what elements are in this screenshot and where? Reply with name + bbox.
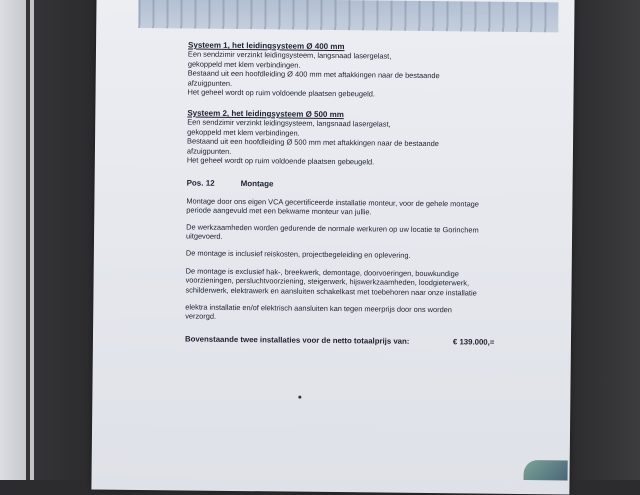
paragraph-line: elektra installatie en/of elektrisch aansluiten kan tegen meerprijs door ons worden [185, 302, 452, 315]
systeem2-line: afzuigpunten. [186, 146, 232, 156]
position-number: Pos. 12 [186, 178, 215, 188]
paragraph-line: Montage door ons eigen VCA gecertificeerde installatie monteur, voor de gehele montage [186, 196, 479, 209]
systeem1-line: gekoppeld met klem verbindingen. [187, 59, 301, 70]
paragraph-montage [186, 196, 546, 219]
ink-dot [298, 396, 301, 399]
systeem1-line: Het geheel wordt op ruim voldoende plaatsen gebeugeld. [187, 87, 375, 99]
paper-edge [30, 0, 34, 480]
systeem1-heading: Systeem 1, het leidingsysteem Ø 400 mm [188, 40, 345, 52]
systeem2-section [187, 108, 548, 168]
position-heading [187, 178, 274, 188]
systeem1-line: afzuigpunten. [187, 78, 233, 88]
paragraph-line: De werkzaamheden worden gedurende de normale werkuren op uw locatie te Gorinchem [186, 222, 479, 235]
position-title: Montage [240, 179, 274, 189]
paragraph-line: periode aangevuld met een bekwame monteur van jullie. [186, 205, 372, 217]
systeem2-line: Het geheel wordt op ruim voldoende plaatsen gebeugeld. [186, 155, 375, 167]
systeem2-line: Bestaand uit een hoofdleiding Ø 500 mm met aftakkingen naar de bestaande [187, 136, 439, 149]
paragraph-werkuren [186, 222, 546, 245]
paragraph-line: De montage is inclusief reiskosten, projectbegeleiding en oplevering. [185, 248, 411, 260]
header-blueprint-image [138, 0, 558, 32]
paragraph-elektra [185, 302, 545, 325]
total-label: Bovenstaande twee installaties voor de netto totaalprijs van: [184, 334, 410, 346]
document-page [91, 0, 574, 494]
systeem1-line: Een sendzimir verzinkt leidingsysteem, langsnaad lasergelast, [187, 49, 392, 62]
systeem2-line: gekoppeld met klem verbindingen. [187, 127, 300, 138]
paragraph-line: voorzieningen, persluchtvoorziening, steigerwerk, hijswerkzaamheden, loodgieterwerk, [185, 275, 470, 288]
paragraph-line: uitgevoerd. [186, 231, 223, 242]
paragraph-exclusief [185, 266, 545, 298]
company-logo-corner [524, 460, 568, 480]
systeem1-section [188, 40, 549, 100]
total-price: € 139.000,= [452, 337, 495, 347]
paragraph-line: De montage is exclusief hak-, breekwerk, demontage, doorvoeringen, bouwkundige [185, 266, 459, 279]
adjacent-paper-sheet [0, 0, 26, 480]
systeem2-line: Een sendzimir verzinkt leidingsysteem, langsnaad lasergelast, [187, 117, 391, 130]
paragraph-inclusief [186, 248, 546, 261]
total-price-line [184, 334, 495, 347]
paragraph-line: schilderwerk, elektrawerk en aansluiten schakelkast met toebehoren naar onze installatie [185, 285, 477, 298]
paragraph-line: verzorgd. [185, 311, 217, 322]
systeem2-heading: Systeem 2, het leidingsysteem Ø 500 mm [187, 108, 344, 120]
systeem1-line: Bestaand uit een hoofdleiding Ø 400 mm met aftakkingen naar de bestaande [187, 68, 440, 81]
